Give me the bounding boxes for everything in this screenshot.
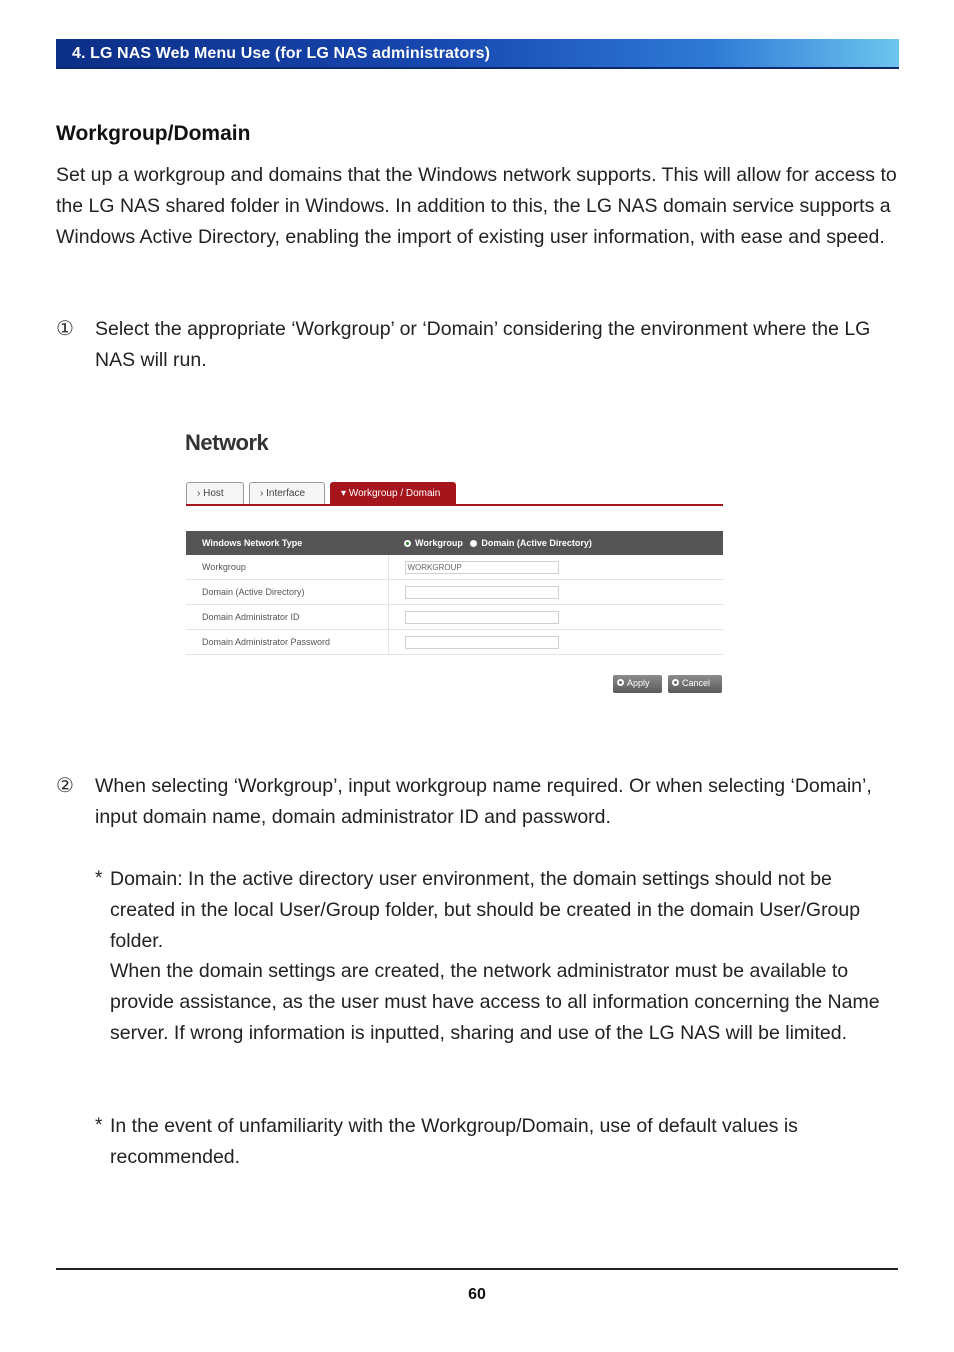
tab-host-label: Host [203,488,224,499]
cancel-button[interactable] [668,675,722,693]
step-2-text: When selecting ‘Workgroup’, input workgroup name required. Or when selecting ‘Domain’, input domain name, domain administrator ID and password. [95,775,872,828]
table-header-label: Windows Network Type [202,538,303,548]
section-title: Workgroup/Domain [56,122,251,145]
table-row [186,555,723,580]
workgroup-radio[interactable] [404,540,411,547]
step-2-number: ② [56,775,74,797]
cancel-button-label: Cancel [682,678,711,688]
tab-workgroup-domain[interactable]: ▾ Workgroup / Domain [330,482,456,504]
intro-paragraph: Set up a workgroup and domains that the Windows network supports. This will allow for access to the LG NAS shared folder in Windows. In addition to this, the LG NAS domain service supports a Windows Active Directory, enabling the import of existing user information, with ease and speed. [56,164,897,248]
domain-admin-password-input[interactable] [405,636,559,649]
cancel-icon [672,679,679,686]
footer-divider [56,1268,898,1270]
tab-host[interactable]: › Host [186,482,244,504]
step-1-text: Select the appropriate ‘Workgroup’ or ‘Domain’ considering the environment where the LG NAS will run. [95,318,871,371]
row-label: Domain (Active Directory) [186,580,388,605]
table-row [186,605,723,630]
tab-interface[interactable]: › Interface [249,482,325,504]
domain-radio-label: Domain (Active Directory) [481,538,592,548]
row-label: Domain Administrator ID [186,605,388,630]
page-number: 60 [468,1286,486,1303]
note-1-text-continued: When the domain settings are created, the network administrator must be available to provide assistance, as the user must have access to all information concerning the Name server. If wrong information is inputted, sharing and use of the LG NAS will be limited. [110,960,880,1044]
row-label: Domain Administrator Password [186,630,388,655]
note-2-text: In the event of unfamiliarity with the Workgroup/Domain, use of default values is recommended. [110,1115,798,1168]
domain-radio[interactable] [470,540,477,547]
note-1-text: Domain: In the active directory user environment, the domain settings should not be created in the local User/Group folder, but should be created in the domain User/Group folder. [110,868,861,952]
network-page-title: Network [185,430,269,455]
apply-icon [617,679,624,686]
tab-underline [186,504,723,506]
table-row [186,580,723,605]
step-1-number: ① [56,318,74,340]
domain-input[interactable] [405,586,559,599]
chapter-header-bar [56,39,899,69]
apply-button[interactable] [613,675,662,693]
network-type-radios [388,531,723,555]
note-2-asterisk: * [95,1115,103,1136]
network-settings-table [186,531,723,655]
tab-interface-label: Interface [266,488,306,499]
apply-button-label: Apply [627,678,650,688]
row-label: Workgroup [186,555,388,580]
note-1-asterisk: * [95,868,103,889]
workgroup-radio-label: Workgroup [415,538,463,548]
table-header-row [186,531,723,555]
network-settings-screenshot [150,400,810,720]
tab-workgroup-domain-label: Workgroup / Domain [348,488,441,499]
chapter-title: 4. LG NAS Web Menu Use (for LG NAS administrators) [72,45,491,62]
domain-admin-id-input[interactable] [405,611,559,624]
table-row [186,630,723,655]
workgroup-input[interactable]: WORKGROUP [405,561,559,574]
